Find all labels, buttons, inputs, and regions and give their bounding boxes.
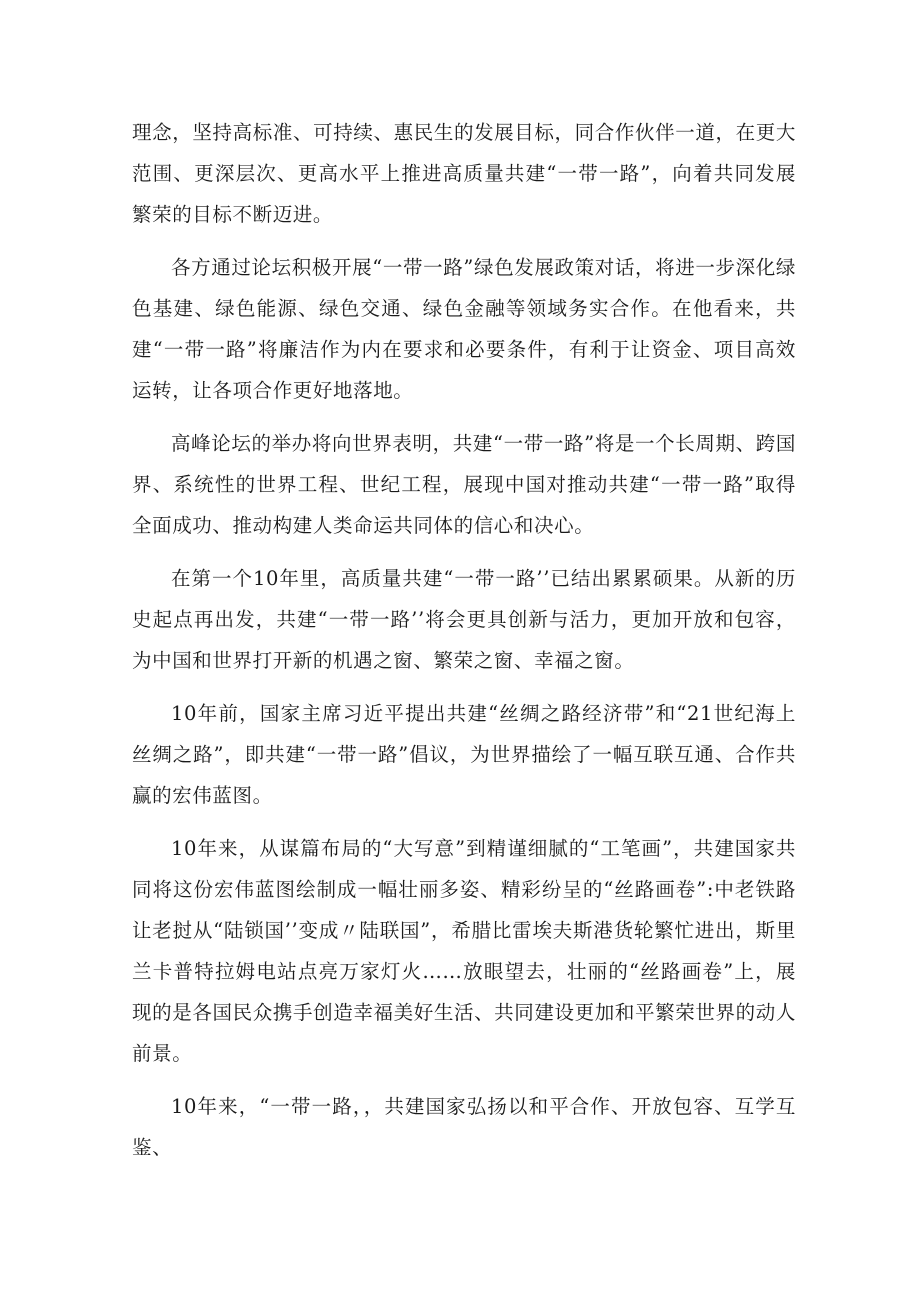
- paragraph-2: 各方通过论坛积极开展“一带一路”绿色发展政策对话，将进一步深化绿色基建、绿色能源、绿色交通、绿色金融等领域务实合作。在他看来，共建“一带一路”将廉洁作为内在要求和必要条件，有利于让资金、项目高效运转，让各项合作更好地落地。: [132, 256, 796, 402]
- paragraph-3: 高峰论坛的举办将向世界表明，共建“一带一路”将是一个长周期、跨国界、系统性的世界工程、世纪工程，展现中国对推动共建“一带一路”取得全面成功、推动构建人类命运共同体的信心和决心。: [132, 432, 796, 537]
- paragraph-5: 10年前，国家主席习近平提出共建“丝绸之路经济带”和“21世纪海上丝绸之路”，即共建“一带一路”倡议，为世界描绘了一幅互联互通、合作共赢的宏伟蓝图。: [132, 702, 796, 807]
- paragraph-6: 10年来，从谋篇布局的“大写意”到精谨细腻的“工笔画”，共建国家共同将这份宏伟蓝图绘制成一幅壮丽多姿、精彩纷呈的“丝路画卷”:中老铁路让老挝从“陆锁国’’变成〃陆联国”，希腊比雷埃夫斯港货轮繁忙进出，斯里兰卡普特拉姆电站点亮万家灯火……放眼望去，壮丽的“丝路画卷”上，展现的是各国民众携手创造幸福美好生活、共同建设更加和平繁荣世界的动人前景。: [132, 837, 796, 1065]
- document-body: [132, 112, 796, 1180]
- paragraph-4: 在第一个10年里，高质量共建“一带一路’’已结出累累硕果。从新的历史起点再出发，共建“一带一路’’将会更具创新与活力，更加开放和包容，为中国和世界打开新的机遇之窗、繁荣之窗、幸福之窗。: [132, 567, 796, 672]
- paragraph-1: 理念，坚持高标准、可持续、惠民生的发展目标，同合作伙伴一道，在更大范围、更深层次、更高水平上推进高质量共建“一带一路”，向着共同发展繁荣的目标不断迈进。: [132, 121, 796, 226]
- paragraph-7: 10年来，“一带一路，，共建国家弘扬以和平合作、开放包容、互学互鉴、: [132, 1095, 796, 1159]
